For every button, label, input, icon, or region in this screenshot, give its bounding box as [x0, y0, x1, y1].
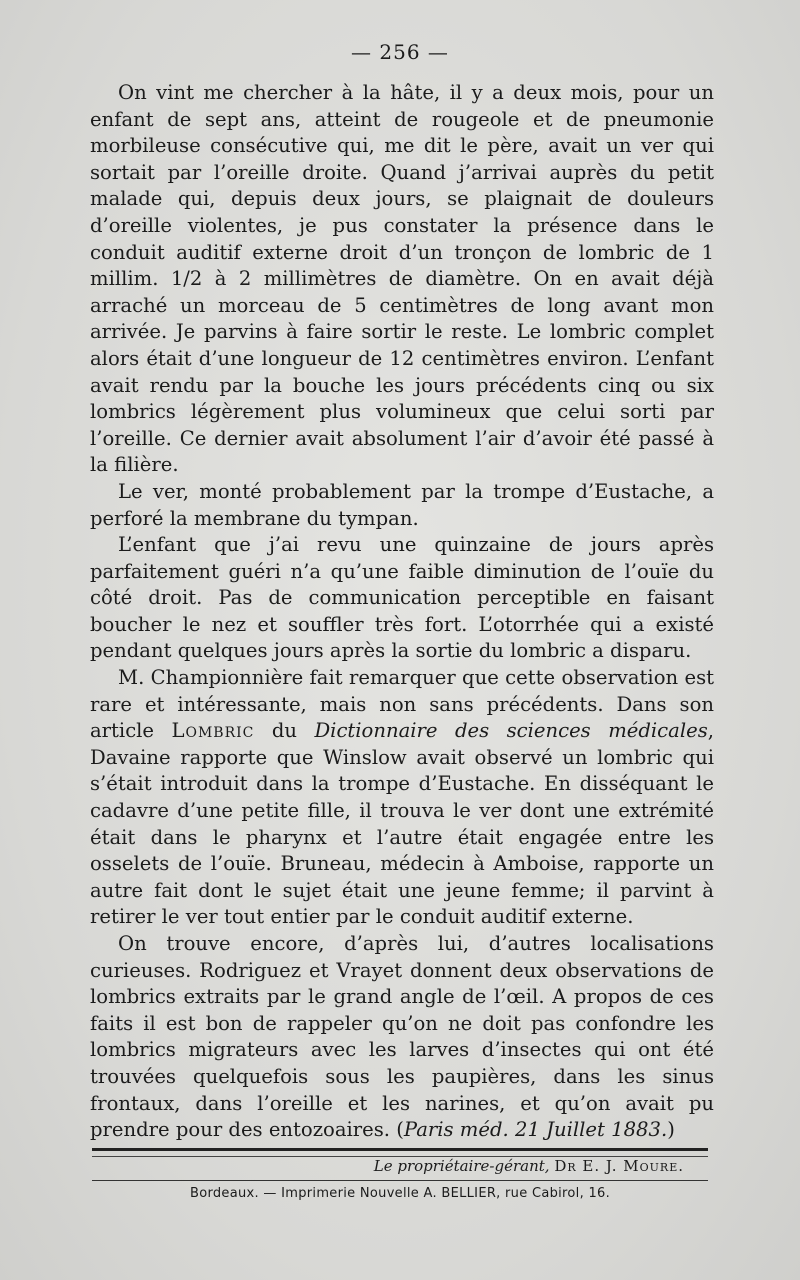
paragraph-championniere: [90, 665, 714, 931]
paragraph-case-report: On vint me chercher à la hâte, il y a deux mois, pour un enfant de sept ans, atteint de rougeole et de pneumonie morbileuse consécutive qui, me dit le père, avait un ver qui sortait par l’oreille droite. Quand j’arrivai auprès du petit malade qui, depuis deux jours, se plaignait de douleurs d’oreille violentes, je pus constater la présence dans le conduit auditif externe droit d’un tronçon de lombric de 1 millim. 1/2 à 2 millimètres de diamètre. On en avait déjà arraché un morceau de 5 centimètres de long avant mon arrivée. Je parvins à faire sortir le reste. Le lombric complet alors était d’une longueur de 12 centimètres environ. L’enfant avait rendu par la bouche les jours précédents cinq ou six lombrics légèrement plus volumineux que celui sorti par l’oreille. Ce dernier avait absolument l’air d’avoir été passé à la filière.: [90, 81, 714, 477]
p4-text-a: M. Championnière fait remarquer que cette observation est rare et intéressante, mais non sans précédents. Dans son article: [90, 666, 714, 743]
page-number: — 256 —: [351, 40, 449, 64]
signature-name: Dr E. J. Moure.: [554, 1157, 684, 1175]
thin-rule-divider: [92, 1180, 708, 1181]
p4-small-caps-lombric: Lombric: [171, 719, 255, 743]
paragraph-eustachian: Le ver, monté probablement par la trompe d’Eustache, a perforé la membrane du tympan.: [90, 479, 714, 530]
p4-dictionary-title: Dictionnaire des sciences médicales: [314, 719, 708, 743]
p4-text-b: du: [254, 719, 315, 743]
p5-text-b: ): [667, 1118, 675, 1142]
p5-citation: Paris méd. 21 Juillet 1883.: [403, 1118, 668, 1142]
p4-text-c: , Davaine rapporte que Winslow avait observé un lombric qui s’était introduit dans la trompe d’Eustache. En disséquant le cadavre d’une petite fille, il trouva le ver dont une extrémité était dans le pharynx et l’autre était engagée entre les osselets de l’ouïe. Bruneau, médecin à Amboise, rapporte un autre fait dont le sujet était une jeune femme; il parvint à retirer le ver tout entier par le conduit auditif externe.: [90, 719, 714, 929]
publisher-signature: [90, 1157, 684, 1175]
signature-role: Le propriétaire-gérant,: [373, 1157, 550, 1175]
printer-imprint: Bordeaux. — Imprimerie Nouvelle A. BELLIER, rue Cabirol, 16.: [189, 1186, 611, 1201]
double-rule-divider: [92, 1148, 708, 1157]
paragraph-other-localisations: [90, 931, 714, 1144]
article-body: [90, 80, 714, 1144]
p5-text-a: On trouve encore, d’après lui, d’autres localisations curieuses. Rodriguez et Vrayet donnent deux observations de lombrics extraits par le grand angle de l’œil. A propos de ces faits il est bon de rappeler qu’on ne doit pas confondre les lombrics migrateurs avec les larves d’insectes qui ont été trouvées quelquefois sous les paupières, dans les sinus frontaux, dans l’oreille et les narines, et qu’on avait pu prendre pour des entozoaires. (: [90, 932, 714, 1142]
paragraph-follow-up: L’enfant que j’ai revu une quinzaine de jours après parfaitement guéri n’a qu’une faible diminution de l’ouïe du côté droit. Pas de communication perceptible en faisant boucher le nez et souffler très fort. L’otorrhée qui a existé pendant quelques jours après la sortie du lombric a disparu.: [90, 533, 714, 663]
